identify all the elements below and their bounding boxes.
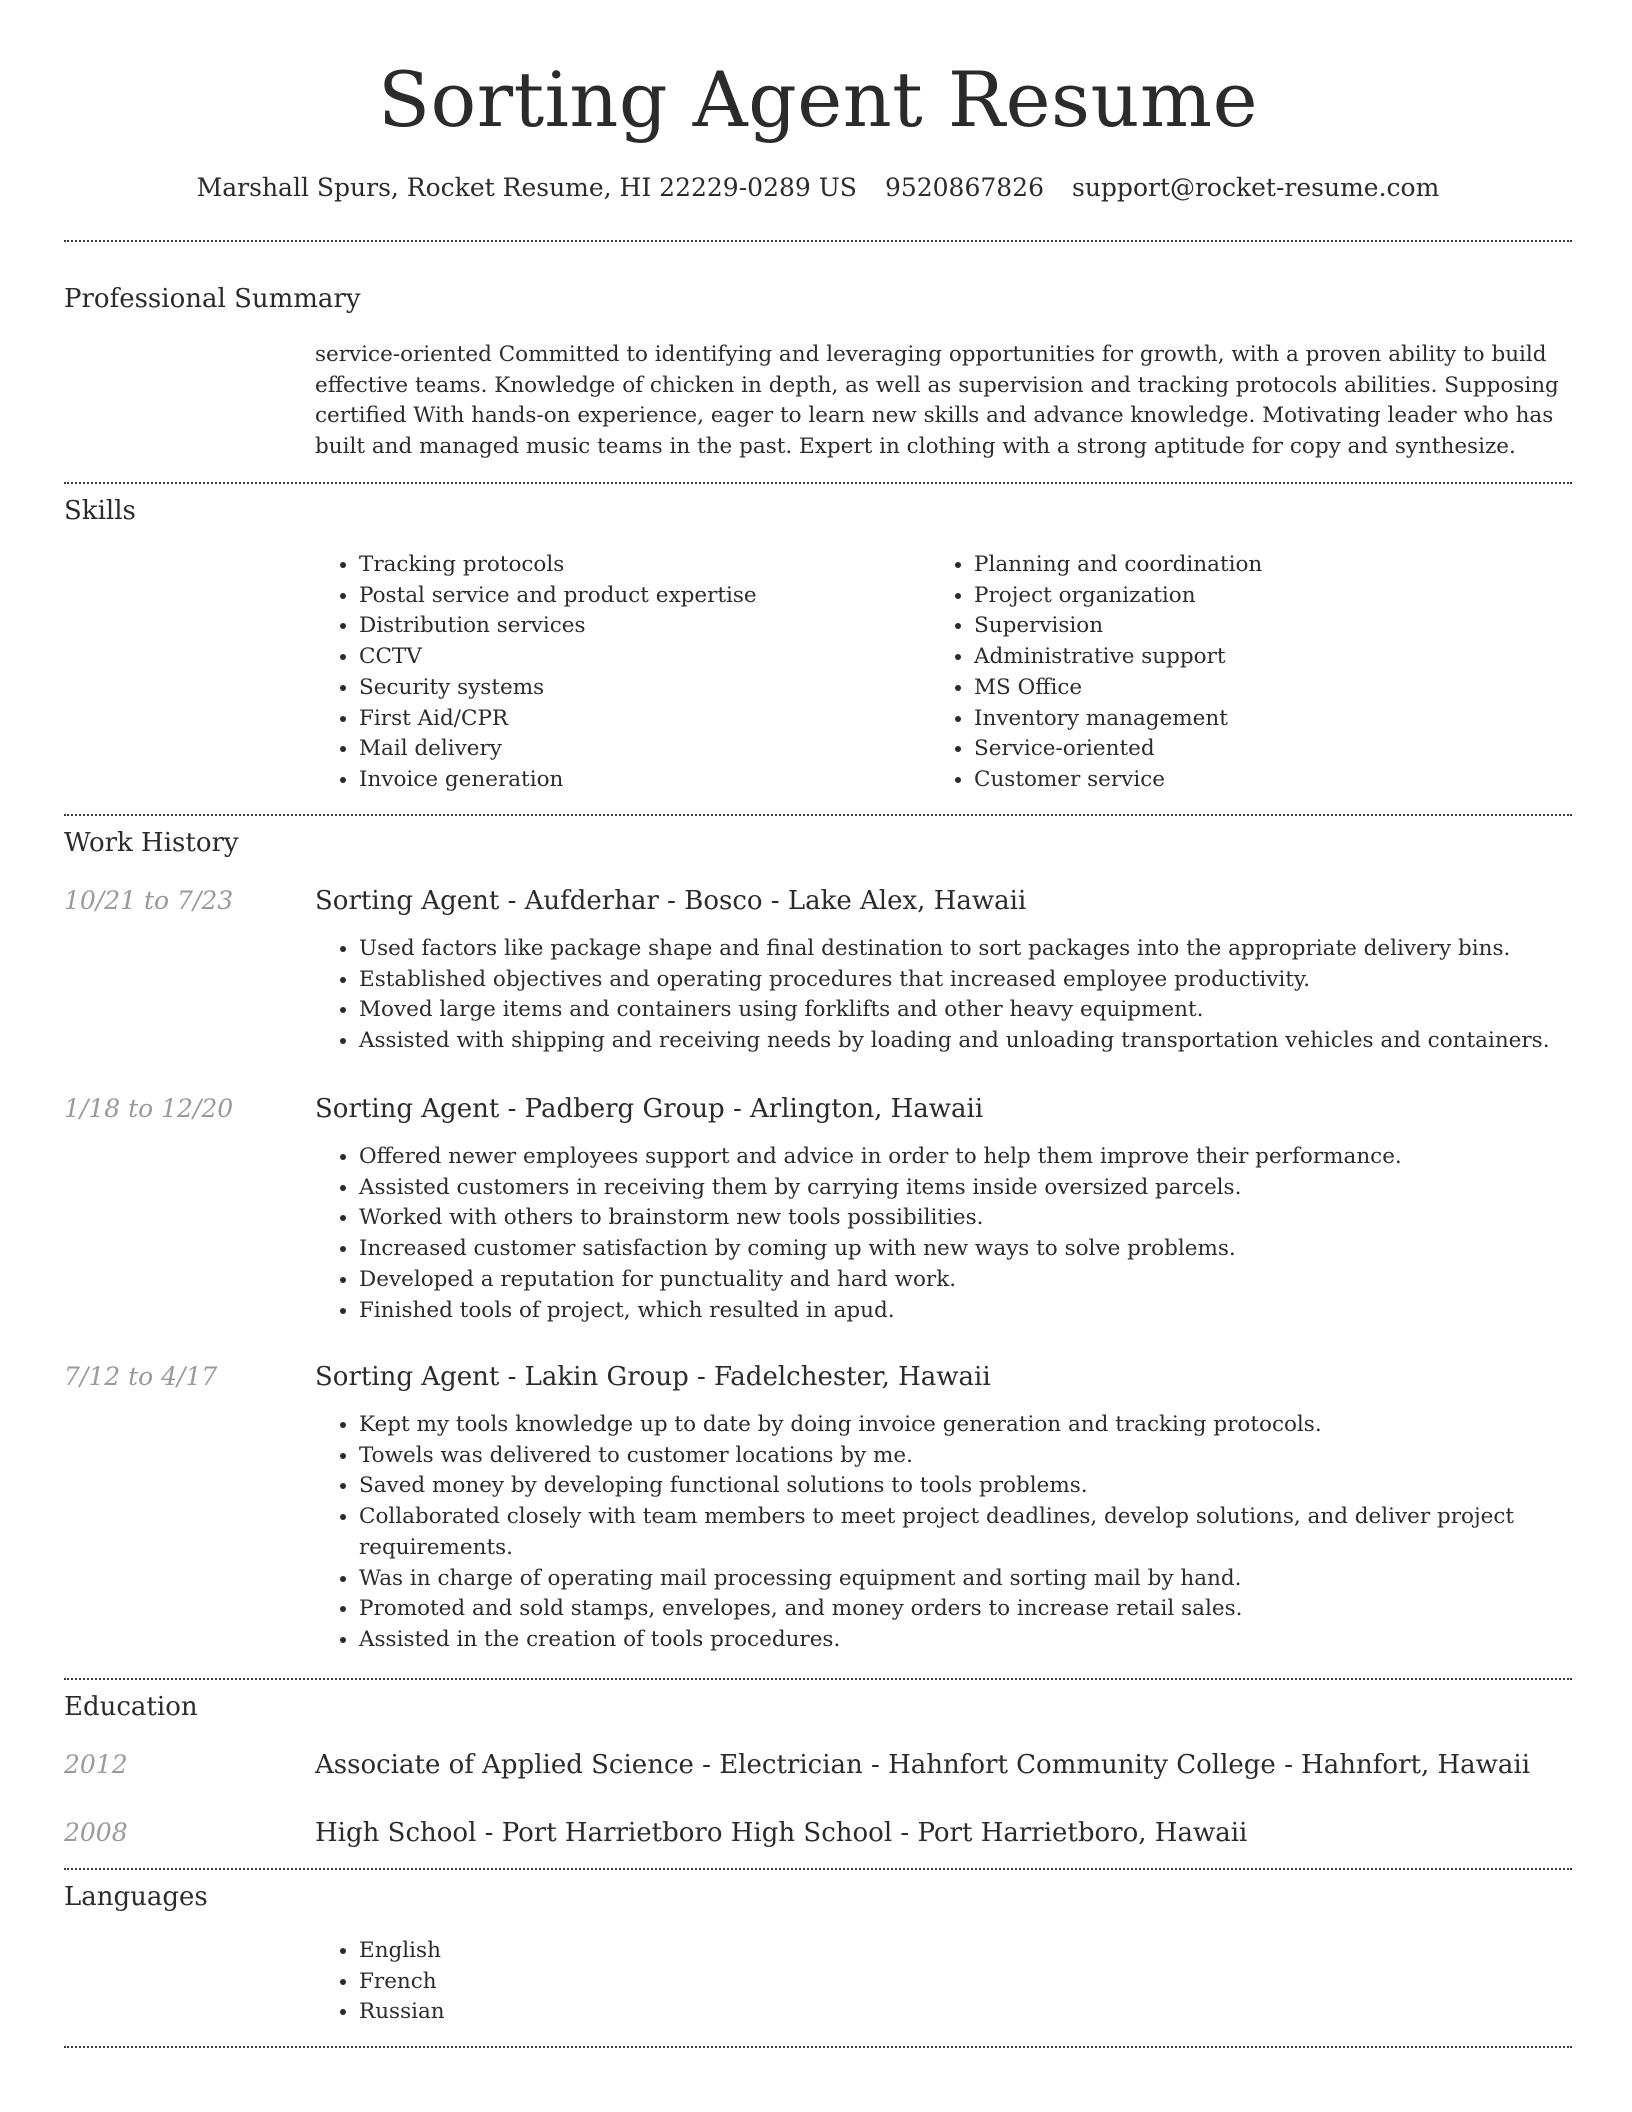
job-title: Sorting Agent - Aufderhar - Bosco - Lake Alex, Hawaii xyxy=(315,886,1027,916)
section-divider xyxy=(64,482,1572,484)
job-bullets xyxy=(315,934,1616,1057)
contact-phone: 9520867826 xyxy=(884,173,1044,202)
job-bullet: • Developed a reputation for punctuality and hard work. xyxy=(359,1265,1616,1296)
skills-list-left xyxy=(315,550,919,796)
skills-list-right xyxy=(930,550,1574,796)
contact-address: Marshall Spurs, Rocket Resume, HI 22229-0289 US xyxy=(196,173,857,202)
education-year: 2012 xyxy=(64,1750,128,1779)
job-bullets xyxy=(315,1142,1616,1326)
skill-item: • Security systems xyxy=(359,673,919,704)
job-bullets xyxy=(315,1410,1616,1656)
job-bullet: • Assisted with shipping and receiving needs by loading and unloading transportation vehicles and containers. xyxy=(359,1026,1616,1057)
job-dates: 10/21 to 7/23 xyxy=(64,886,234,915)
job-title: Sorting Agent - Lakin Group - Fadelchester, Hawaii xyxy=(315,1362,991,1392)
education-title: Associate of Applied Science - Electrician - Hahnfort Community College - Hahnfort, Hawaii xyxy=(315,1750,1531,1780)
job-bullet: • Increased customer satisfaction by coming up with new ways to solve problems. xyxy=(359,1234,1616,1265)
job-bullet: • Collaborated closely with team members to meet project deadlines, develop solutions, and deliver project requirements. xyxy=(359,1502,1616,1563)
skill-item: • Inventory management xyxy=(974,704,1574,735)
education-year: 2008 xyxy=(64,1818,128,1847)
contact-info xyxy=(64,170,1572,206)
language-item: • English xyxy=(359,1936,959,1967)
job-bullet: • Worked with others to brainstorm new tools possibilities. xyxy=(359,1203,1616,1234)
skill-item: • Distribution services xyxy=(359,611,919,642)
skill-item: • Mail delivery xyxy=(359,734,919,765)
job-bullet: • Assisted customers in receiving them by carrying items inside oversized parcels. xyxy=(359,1173,1616,1204)
summary-heading: Professional Summary xyxy=(64,284,361,314)
skill-item: • CCTV xyxy=(359,642,919,673)
summary-text: service-oriented Committed to identifying and leveraging opportunities for growth, with a proven ability to build effective teams. Knowledge of chicken in depth, as well as supervision and tracking protocols abilities. Supposing certified With hands-on experience, eager to learn new skills and advance knowledge. Motivating leader who has built and managed music teams in the past. Expert in clothing with a strong aptitude for copy and synthesize. xyxy=(315,342,1559,459)
job-bullet: • Saved money by developing functional solutions to tools problems. xyxy=(359,1471,1616,1502)
language-item: • Russian xyxy=(359,1997,959,2028)
education-title: High School - Port Harrietboro High School - Port Harrietboro, Hawaii xyxy=(315,1818,1248,1848)
section-divider xyxy=(64,2046,1572,2048)
job-bullet: • Towels was delivered to customer locations by me. xyxy=(359,1441,1616,1472)
job-bullet: • Promoted and sold stamps, envelopes, and money orders to increase retail sales. xyxy=(359,1594,1616,1625)
skill-item: • Customer service xyxy=(974,765,1574,796)
resume-title: Sorting Agent Resume xyxy=(377,55,1259,144)
skills-heading: Skills xyxy=(64,496,136,526)
job-bullet: • Assisted in the creation of tools procedures. xyxy=(359,1625,1616,1656)
skill-item: • MS Office xyxy=(974,673,1574,704)
job-bullet: • Established objectives and operating procedures that increased employee productivity. xyxy=(359,965,1616,996)
languages-list xyxy=(315,1936,959,2028)
skill-item: • Invoice generation xyxy=(359,765,919,796)
job-bullet: • Moved large items and containers using forklifts and other heavy equipment. xyxy=(359,995,1616,1026)
contact-email: support@rocket-resume.com xyxy=(1072,173,1440,202)
work-heading: Work History xyxy=(64,828,239,858)
skill-item: • First Aid/CPR xyxy=(359,704,919,735)
languages-heading: Languages xyxy=(64,1882,208,1912)
skill-item: • Administrative support xyxy=(974,642,1574,673)
section-divider xyxy=(64,240,1572,242)
job-bullet: • Offered newer employees support and advice in order to help them improve their performance. xyxy=(359,1142,1616,1173)
job-dates: 1/18 to 12/20 xyxy=(64,1094,234,1123)
section-divider xyxy=(64,1868,1572,1870)
job-bullet: • Finished tools of project, which resulted in apud. xyxy=(359,1296,1616,1327)
job-bullet: • Used factors like package shape and final destination to sort packages into the appropriate delivery bins. xyxy=(359,934,1616,965)
skill-item: • Planning and coordination xyxy=(974,550,1574,581)
education-heading: Education xyxy=(64,1692,198,1722)
skill-item: • Tracking protocols xyxy=(359,550,919,581)
language-item: • French xyxy=(359,1967,959,1998)
section-divider xyxy=(64,1678,1572,1680)
job-title: Sorting Agent - Padberg Group - Arlington, Hawaii xyxy=(315,1094,984,1124)
skill-item: • Supervision xyxy=(974,611,1574,642)
job-bullet: • Was in charge of operating mail processing equipment and sorting mail by hand. xyxy=(359,1564,1616,1595)
section-divider xyxy=(64,814,1572,816)
skill-item: • Postal service and product expertise xyxy=(359,581,919,612)
skill-item: • Service-oriented xyxy=(974,734,1574,765)
skill-item: • Project organization xyxy=(974,581,1574,612)
job-bullet: • Kept my tools knowledge up to date by doing invoice generation and tracking protocols. xyxy=(359,1410,1616,1441)
job-dates: 7/12 to 4/17 xyxy=(64,1362,218,1391)
